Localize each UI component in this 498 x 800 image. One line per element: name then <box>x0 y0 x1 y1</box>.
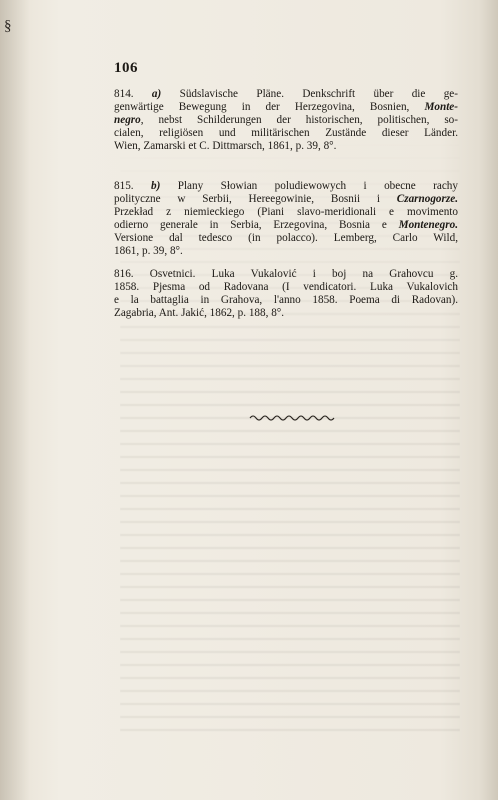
entry-line: e la battaglia in Grahova, l'anno 1858. Poema di Radovan). <box>114 294 458 306</box>
wavy-line-ornament-icon <box>248 413 338 423</box>
entry-line: 1861, p. 39, 8°. <box>114 245 183 257</box>
entry-line: 816. Osvetnici. Luka Vukalović i boj na Grahovcu g. <box>114 268 458 280</box>
entry-line: Wien, Zamarski et C. Dittmarsch, 1861, p. 39, 8°. <box>114 140 337 152</box>
entry-line: cialen, religiösen und militärischen Zustände dieser Länder. <box>114 127 458 139</box>
corner-mark: § <box>4 18 12 34</box>
entry-line: negro, nebst Schilderungen der historischen, politischen, so- <box>114 114 458 126</box>
entry-line: odierno generale in Serbia, Erzegovina, Bosnia e Montenegro. <box>114 219 458 231</box>
entry-line: genwärtige Bewegung in der Herzegovina, Bosnien, Monte- <box>114 101 458 113</box>
entry-line: Zagabria, Ant. Jakić, 1862, p. 188, 8°. <box>114 307 285 319</box>
entry-line: 1858. Pjesma od Radovana (I vendicatori. Luka Vukalovich <box>114 281 458 293</box>
page-number: 106 <box>114 60 138 76</box>
entry-line: 814. a) Südslavische Pläne. Denkschrift über die ge- <box>114 88 459 100</box>
bibliography-entry-816 <box>114 268 458 320</box>
entry-line: Versione dal tedesco (in polacco). Lemberg, Carlo Wild, <box>114 232 458 244</box>
entry-line: 815. b) Plany Słowian poludiewowych i obecne rachy <box>114 180 458 192</box>
entry-line: polityczne w Serbii, Hereegowinie, Bosnii i Czarnogorze. <box>114 193 458 205</box>
entry-line: Przekład z niemieckiego (Piani slavo-meridionali e movimento <box>114 206 458 218</box>
bibliography-entry-815 <box>114 180 458 258</box>
bibliography-entry-814 <box>114 88 458 153</box>
